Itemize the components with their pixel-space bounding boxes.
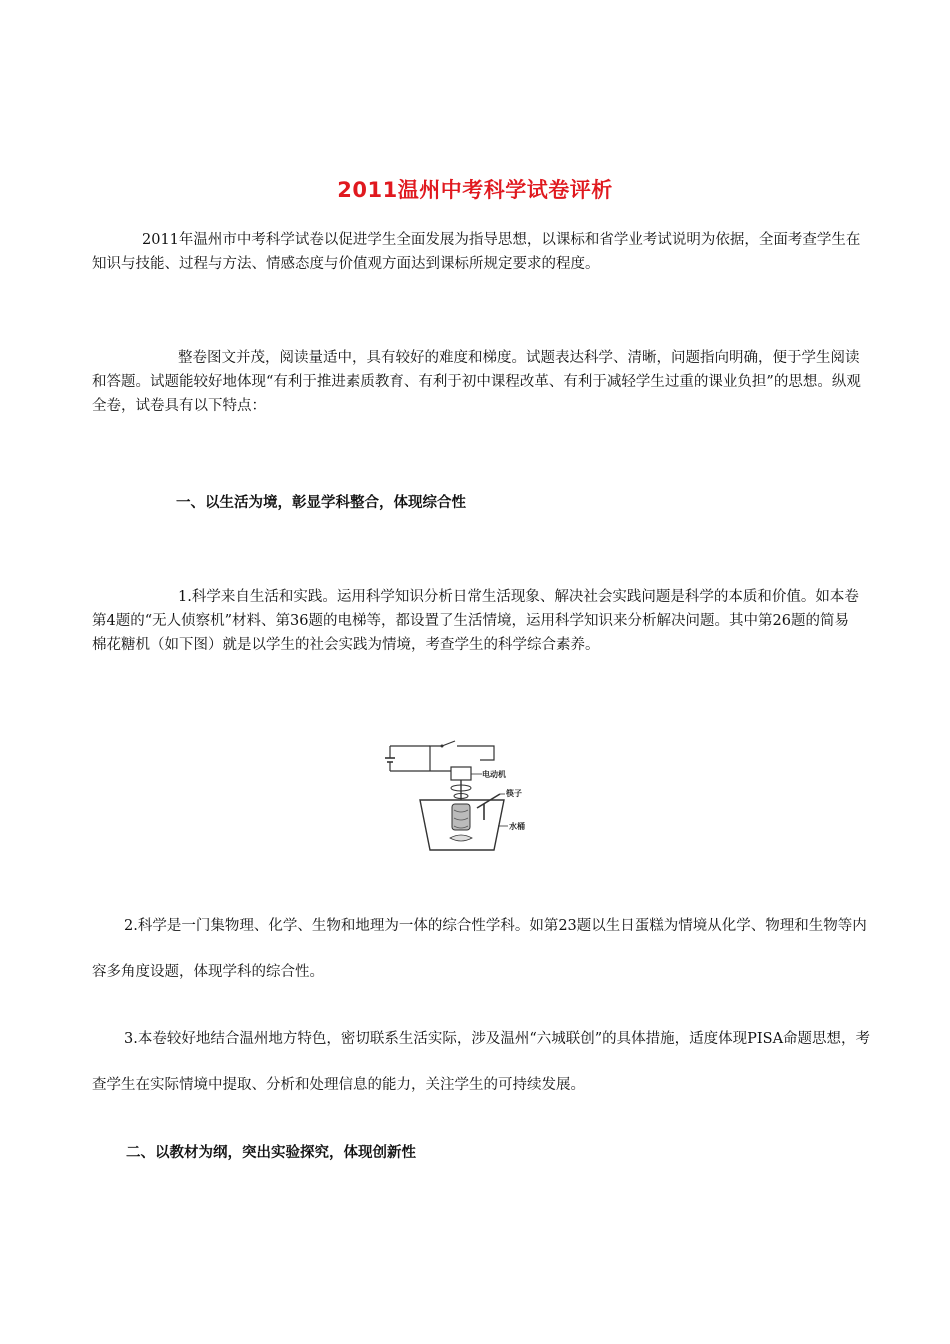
cotton-candy-machine-figure (380, 738, 540, 858)
document-title: 2011温州中考科学试卷评析 (337, 178, 613, 202)
section1-item2: 2.科学是一门集物理、化学、生物和地理为一体的综合性学科。如第23题以生日蛋糕为情境从化学、物理和生物等内容多角度设题，体现学科的综合性。 (92, 918, 867, 980)
overview-paragraph: 整卷图文并茂，阅读量适中，具有较好的难度和梯度。试题表达科学、清晰，问题指向明确，便于学生阅读和答题。试题能较好地体现“有利于推进素质教育、有利于初中课程改革、有利于减轻学生过重的课业负担”的思想。纵观全卷，试卷具有以下特点： (92, 350, 861, 414)
circuit-wire-left (430, 746, 442, 771)
section1-item3: 3.本卷较好地结合温州地方特色，密切联系生活实际，涉及温州“六城联创”的具体措施，适度体现PISA命题思想，考查学生在实际情境中提取、分析和处理信息的能力，关注学生的可持续发展。 (92, 1031, 871, 1093)
motor-box (451, 767, 471, 780)
switch-contact (441, 745, 444, 748)
figure-diagram (380, 738, 540, 858)
section2-heading: 二、以教材为纲，突出实验探究，体现创新性 (126, 1145, 416, 1161)
intro-paragraph: 2011年温州市中考科学试卷以促进学生全面发展为指导思想，以课标和省学业考试说明为依据，全面考查学生在知识与技能、过程与方法、情感态度与价值观方面达到课标所规定要求的程度。 (92, 232, 861, 272)
chopstick-label: 筷子 (506, 789, 522, 798)
section1-heading: 一、以生活为境，彰显学科整合，体现综合性 (176, 495, 466, 511)
motor-label: 电动机 (482, 770, 506, 779)
switch-lever (442, 741, 455, 746)
bucket-label: 水桶 (509, 822, 525, 831)
section1-item1: 1.科学来自生活和实践。运用科学知识分析日常生活现象、解决社会实践问题是科学的本质和价值。如本卷第4题的“无人侦察机”材料、第36题的电梯等，都设置了生活情境，运用科学知识来分析解决问题。其中第26题的简易棉花糖机（如下图）就是以学生的社会实践为情境，考查学生的科学综合素养。 (92, 589, 859, 653)
circuit-wire-right (457, 746, 494, 760)
